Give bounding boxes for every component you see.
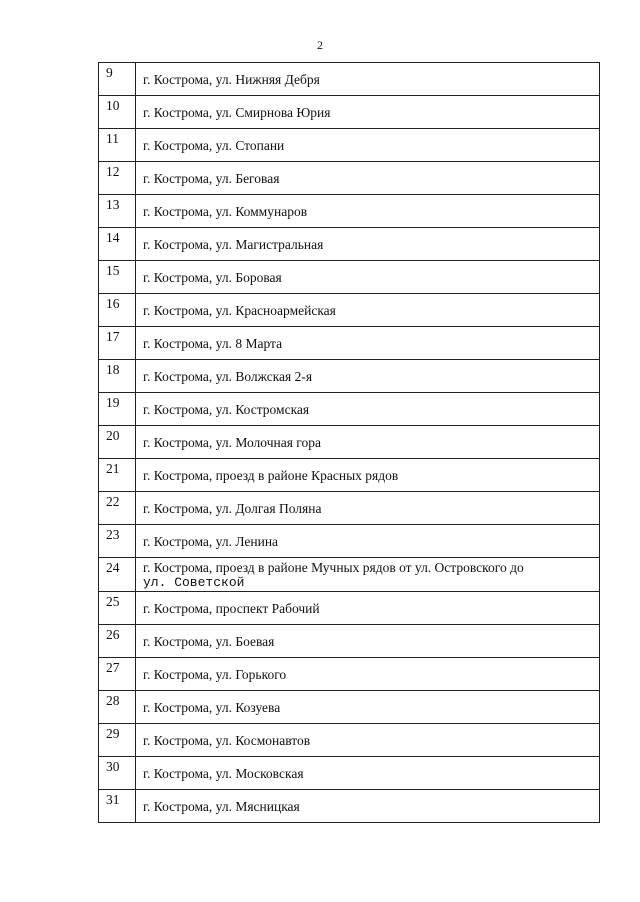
row-number-cell xyxy=(99,592,136,625)
row-number: 30 xyxy=(106,759,120,774)
address-text: г. Кострома, ул. Боровая xyxy=(143,270,282,285)
address-cell xyxy=(136,525,600,558)
address-cell xyxy=(136,129,600,162)
address-text: г. Кострома, ул. Волжская 2-я xyxy=(143,369,313,384)
table-row xyxy=(99,162,600,195)
table-row xyxy=(99,426,600,459)
address-cell xyxy=(136,195,600,228)
address-cell xyxy=(136,360,600,393)
table-row xyxy=(99,195,600,228)
row-number: 24 xyxy=(106,560,120,575)
address-cell xyxy=(136,294,600,327)
row-number: 10 xyxy=(106,98,120,113)
table-row xyxy=(99,625,600,658)
address-cell xyxy=(136,757,600,790)
table-row xyxy=(99,558,600,592)
address-cell xyxy=(136,228,600,261)
address-cell xyxy=(136,691,600,724)
address-text-continuation: ул. Советской xyxy=(143,575,245,590)
address-text: г. Кострома, ул. Мясницкая xyxy=(143,799,300,814)
row-number-cell xyxy=(99,459,136,492)
row-number-cell xyxy=(99,393,136,426)
table-row xyxy=(99,525,600,558)
row-number: 14 xyxy=(106,230,120,245)
table-row xyxy=(99,63,600,96)
row-number: 25 xyxy=(106,594,120,609)
row-number-cell xyxy=(99,691,136,724)
row-number-cell xyxy=(99,625,136,658)
address-text: г. Кострома, ул. Долгая Поляна xyxy=(143,501,322,516)
address-cell xyxy=(136,790,600,823)
address-text: г. Кострома, ул. Московская xyxy=(143,766,304,781)
table-row xyxy=(99,129,600,162)
table-row xyxy=(99,757,600,790)
address-cell xyxy=(136,459,600,492)
row-number-cell xyxy=(99,360,136,393)
address-cell xyxy=(136,261,600,294)
table-row xyxy=(99,724,600,757)
address-text: г. Кострома, ул. Магистральная xyxy=(143,237,324,252)
row-number: 15 xyxy=(106,263,120,278)
address-text: г. Кострома, ул. Беговая xyxy=(143,171,280,186)
row-number: 17 xyxy=(106,329,120,344)
table-row xyxy=(99,327,600,360)
table-row xyxy=(99,360,600,393)
address-text: г. Кострома, проспект Рабочий xyxy=(143,601,320,616)
address-text: г. Кострома, проезд в районе Мучных рядов от ул. Островского до xyxy=(143,560,524,575)
table-row xyxy=(99,658,600,691)
page-number: 2 xyxy=(317,38,323,52)
address-text: г. Кострома, ул. Нижняя Дебря xyxy=(143,72,320,87)
row-number-cell xyxy=(99,294,136,327)
row-number: 11 xyxy=(106,131,119,146)
address-text: г. Кострома, ул. Горького xyxy=(143,667,287,682)
row-number-cell xyxy=(99,162,136,195)
address-cell xyxy=(136,658,600,691)
address-text: г. Кострома, ул. Красноармейская xyxy=(143,303,336,318)
row-number: 29 xyxy=(106,726,120,741)
address-cell xyxy=(136,327,600,360)
address-text: г. Кострома, ул. Боевая xyxy=(143,634,275,649)
address-cell xyxy=(136,393,600,426)
row-number-cell xyxy=(99,129,136,162)
table-row xyxy=(99,459,600,492)
address-cell xyxy=(136,96,600,129)
address-text: г. Кострома, ул. Костромская xyxy=(143,402,310,417)
address-text: г. Кострома, ул. Ленина xyxy=(143,534,279,549)
table-row xyxy=(99,96,600,129)
row-number: 27 xyxy=(106,660,120,675)
row-number-cell xyxy=(99,757,136,790)
address-cell xyxy=(136,162,600,195)
table-row xyxy=(99,294,600,327)
address-text: г. Кострома, ул. Коммунаров xyxy=(143,204,308,219)
row-number: 28 xyxy=(106,693,120,708)
address-cell xyxy=(136,426,600,459)
row-number: 23 xyxy=(106,527,120,542)
row-number: 12 xyxy=(106,164,120,179)
table-row xyxy=(99,492,600,525)
row-number-cell xyxy=(99,790,136,823)
table-row xyxy=(99,261,600,294)
address-text: г. Кострома, ул. Стопани xyxy=(143,138,285,153)
row-number: 19 xyxy=(106,395,120,410)
address-text: г. Кострома, ул. Козуева xyxy=(143,700,281,715)
address-cell xyxy=(136,592,600,625)
row-number: 16 xyxy=(106,296,120,311)
address-text: г. Кострома, ул. Космонавтов xyxy=(143,733,311,748)
row-number-cell xyxy=(99,228,136,261)
row-number: 20 xyxy=(106,428,120,443)
row-number-cell xyxy=(99,724,136,757)
row-number: 21 xyxy=(106,461,120,476)
row-number: 26 xyxy=(106,627,120,642)
address-cell xyxy=(136,625,600,658)
row-number: 22 xyxy=(106,494,120,509)
address-cell xyxy=(136,558,600,592)
table-row xyxy=(99,691,600,724)
address-text: г. Кострома, ул. Молочная гора xyxy=(143,435,321,450)
address-cell xyxy=(136,492,600,525)
address-table xyxy=(98,62,600,823)
row-number-cell xyxy=(99,492,136,525)
row-number-cell xyxy=(99,96,136,129)
row-number: 13 xyxy=(106,197,120,212)
row-number-cell xyxy=(99,327,136,360)
address-cell xyxy=(136,63,600,96)
row-number-cell xyxy=(99,426,136,459)
address-cell xyxy=(136,724,600,757)
row-number: 9 xyxy=(106,65,113,80)
address-text: г. Кострома, ул. Смирнова Юрия xyxy=(143,105,331,120)
table-row xyxy=(99,228,600,261)
row-number-cell xyxy=(99,658,136,691)
table-row xyxy=(99,790,600,823)
table-row xyxy=(99,592,600,625)
row-number-cell xyxy=(99,558,136,592)
address-text: г. Кострома, ул. 8 Марта xyxy=(143,336,283,351)
row-number-cell xyxy=(99,525,136,558)
row-number: 31 xyxy=(106,792,120,807)
row-number-cell xyxy=(99,261,136,294)
row-number-cell xyxy=(99,195,136,228)
row-number-cell xyxy=(99,63,136,96)
row-number: 18 xyxy=(106,362,120,377)
table-row xyxy=(99,393,600,426)
address-text: г. Кострома, проезд в районе Красных рядов xyxy=(143,468,399,483)
